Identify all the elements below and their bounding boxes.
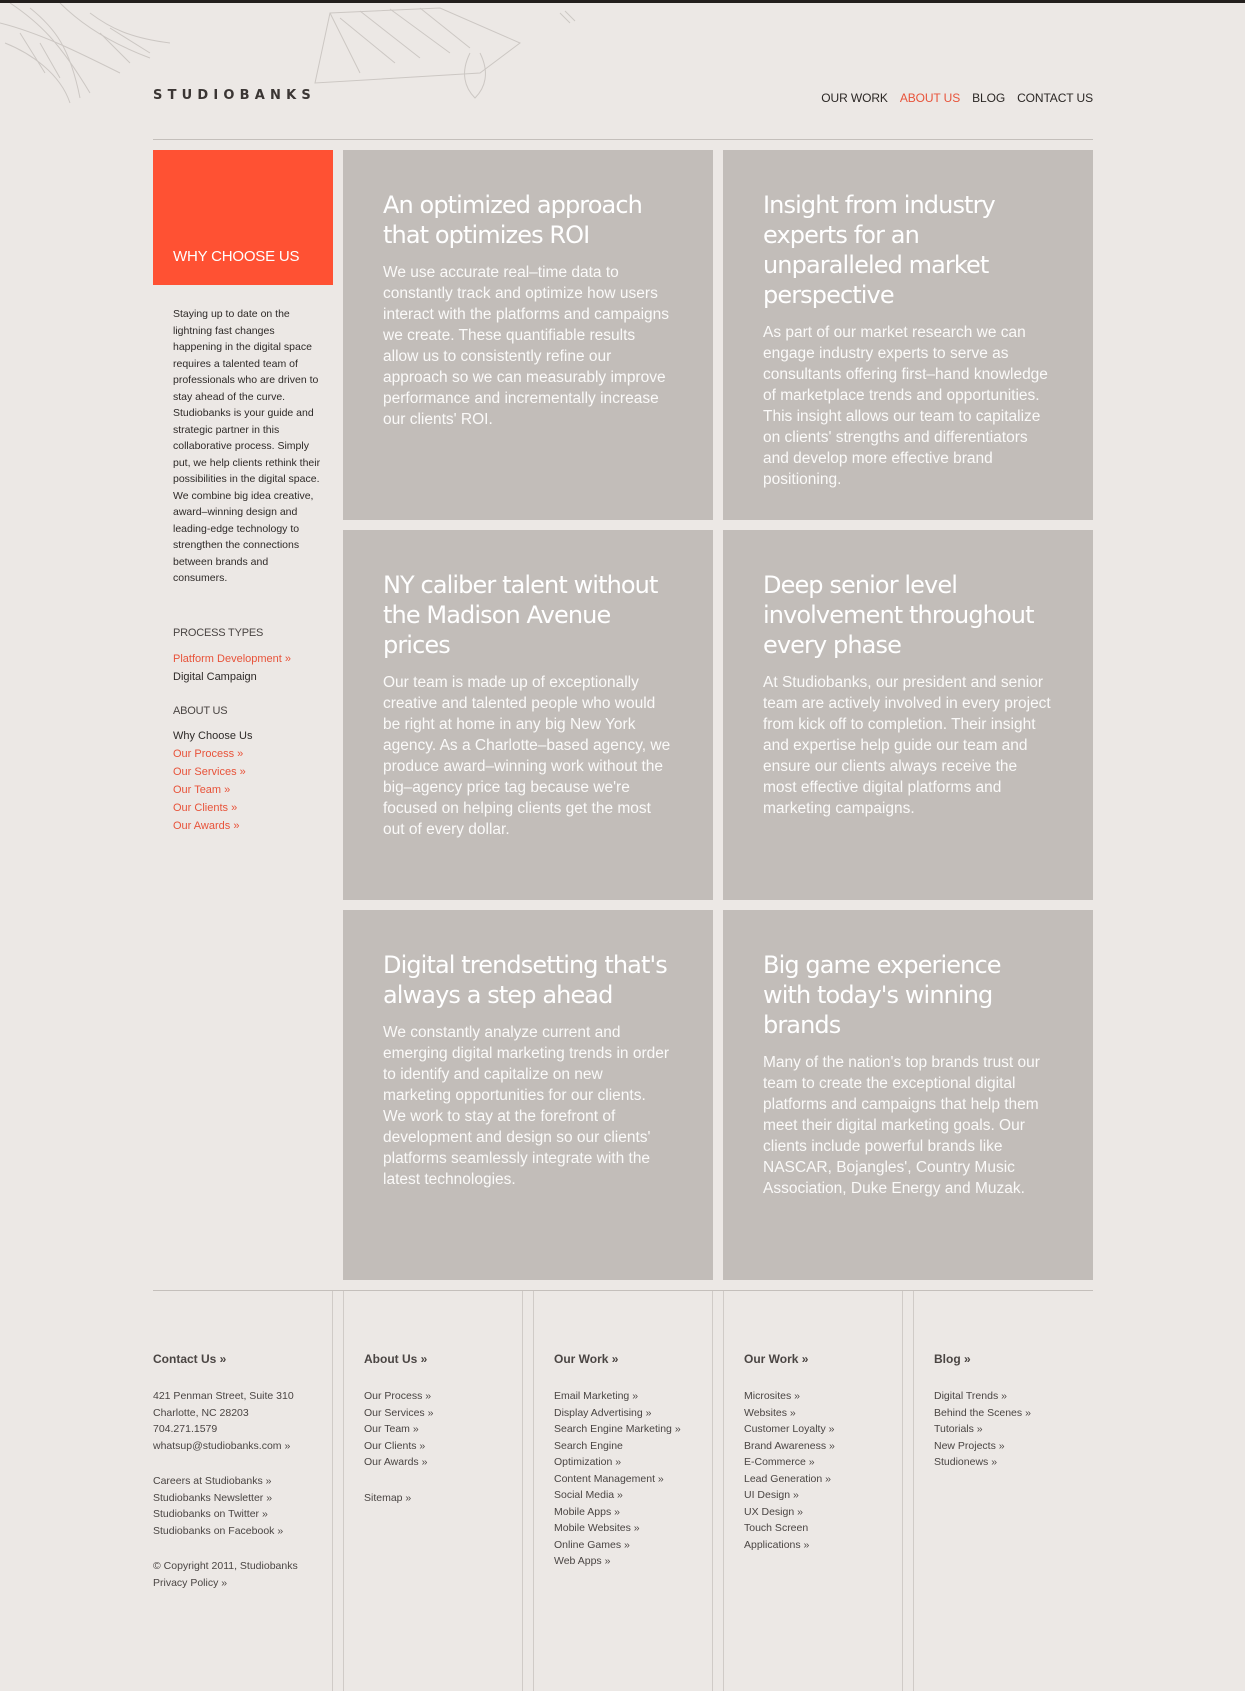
card-body: At Studiobanks, our president and senior team are actively involved in every project from kick off to completion. Their insight and expertise help guide our team and ensure our clients always receive the most effective digital platforms and marketing campaigns.	[763, 674, 1051, 817]
footer-about-heading[interactable]: About Us »	[364, 1352, 428, 1366]
footer-link[interactable]: Email Marketing »	[554, 1390, 639, 1402]
footer-link[interactable]: Lead Generation »	[744, 1472, 831, 1485]
footer-link[interactable]: Search Engine	[554, 1439, 623, 1452]
card-body: Our team is made up of exceptionally creative and talented people who would be right at home in any big New York agency. As a Charlotte–based agency, we produce award–winning work without the big–agency price tag because we're focused on helping clients get the most out of every dollar.	[383, 674, 671, 838]
footer-column-divider	[332, 1291, 333, 1691]
footer-address-line: Charlotte, NC 28203	[153, 1406, 249, 1419]
footer-link[interactable]: E-Commerce »	[744, 1456, 815, 1468]
about-us-heading: ABOUT US	[173, 705, 228, 717]
footer-link[interactable]: Our Awards »	[364, 1456, 428, 1468]
site-logo[interactable]: STUDIOBANKS	[153, 88, 316, 103]
footer-privacy-link[interactable]: Privacy Policy »	[153, 1576, 228, 1589]
why-choose-us-label: WHY CHOOSE US	[173, 248, 300, 265]
footer-work-list	[554, 1388, 724, 1570]
card-body: Many of the nation's top brands trust our team to create the exceptional digital platforms and campaigns that help them meet their digital marketing goals. Our clients include powerful brands like NASCAR, Bojangles', Country Music Association, Duke Energy and Muzak.	[763, 1054, 1040, 1197]
footer-link[interactable]: Microsites »	[744, 1390, 801, 1402]
footer-link-facebook[interactable]: Studiobanks on Facebook »	[153, 1524, 284, 1537]
sidebar-item-our-team[interactable]: Our Team »	[173, 784, 231, 796]
footer-link[interactable]: Search Engine Marketing »	[554, 1423, 681, 1435]
feature-card	[343, 910, 713, 1280]
footer-link[interactable]: Studionews »	[934, 1456, 998, 1468]
card-title: An optimized approach that optimizes ROI	[383, 191, 642, 249]
footer-link[interactable]: Our Team »	[364, 1423, 419, 1435]
sidebar-item-our-clients[interactable]: Our Clients »	[173, 802, 238, 814]
footer-link-twitter[interactable]: Studiobanks on Twitter »	[153, 1508, 268, 1520]
footer-contact-heading[interactable]: Contact Us »	[153, 1352, 227, 1366]
card-body: As part of our market research we can engage industry experts to serve as consultants offering first–hand knowledge of marketplace trends and opportunities. This insight allows our team to capitalize on clients' strengths and differentiators and develop more effective brand positioning.	[763, 324, 1048, 488]
card-body: We use accurate real–time data to constantly track and optimize how users interact with the platforms and campaigns we create. These quantifiable results allow us to consistently refine our approach so we can measurably improve performance and incrementally increase our clients' ROI.	[383, 264, 670, 428]
sidebar-item-our-process[interactable]: Our Process »	[173, 748, 244, 760]
footer-link[interactable]: Our Clients »	[364, 1439, 426, 1452]
sidebar-intro: Staying up to date on the lightning fast changes happening in the digital space requires a talented team of professionals who are driven to stay ahead of the curve. Studiobanks is your guide and strategic partner in this collaborative process. Simply put, we help clients rethink their possibilities in the digital space. We combine big idea creative, award–winning design and leading-edge technology to strengthen the connections between brands and consumers.	[173, 308, 321, 584]
footer-link[interactable]: New Projects »	[934, 1439, 1005, 1452]
footer-link[interactable]: Social Media »	[554, 1489, 623, 1501]
footer-divider	[153, 1290, 1093, 1291]
footer-link[interactable]: Optimization »	[554, 1456, 622, 1468]
footer-link[interactable]: UX Design »	[744, 1505, 803, 1518]
footer-link[interactable]: Behind the Scenes »	[934, 1406, 1031, 1419]
footer-link[interactable]: Our Process »	[364, 1390, 432, 1402]
footer-work-column-2	[744, 1352, 914, 1553]
footer-link[interactable]: Mobile Websites »	[554, 1522, 640, 1534]
footer-blog-column	[934, 1352, 1104, 1471]
nav-about-us[interactable]: ABOUT US	[899, 91, 961, 105]
spacer	[153, 1539, 323, 1558]
footer-link[interactable]: Tutorials »	[934, 1423, 983, 1435]
nav-blog[interactable]: BLOG	[972, 91, 1006, 105]
nav-our-work[interactable]: OUR WORK	[821, 91, 888, 105]
footer-link[interactable]: Brand Awareness »	[744, 1439, 835, 1452]
footer-link[interactable]: Touch Screen	[744, 1522, 809, 1534]
footer-about-list	[364, 1388, 534, 1506]
sidebar-item-digital-campaign[interactable]: Digital Campaign	[173, 671, 257, 683]
footer-about-column	[364, 1352, 534, 1506]
footer-link[interactable]: Display Advertising »	[554, 1406, 652, 1419]
feature-card	[723, 150, 1093, 520]
footer-link[interactable]: UI Design »	[744, 1489, 799, 1501]
main-nav	[821, 91, 1093, 105]
process-types-heading: PROCESS TYPES	[173, 627, 264, 639]
card-title: Digital trendsetting that's always a step ahead	[383, 951, 667, 1009]
spacer	[364, 1471, 534, 1490]
card-body: We constantly analyze current and emerging digital marketing trends in order to identify and capitalize on new marketing opportunities for our clients. We work to stay at the forefront of development and design so our clients' platforms seamlessly integrate with the latest technologies.	[383, 1024, 670, 1188]
footer-link[interactable]: Mobile Apps »	[554, 1505, 620, 1518]
footer-blog-heading[interactable]: Blog »	[934, 1352, 971, 1366]
card-title: Deep senior level involvement throughout every phase	[763, 571, 1034, 659]
footer-link[interactable]: Customer Loyalty »	[744, 1423, 835, 1435]
sidebar-item-why-choose-us[interactable]: Why Choose Us	[173, 730, 253, 742]
footer-sitemap-link[interactable]: Sitemap »	[364, 1491, 412, 1504]
feature-card	[343, 530, 713, 900]
footer-work-column	[554, 1352, 724, 1570]
sidebar-item-our-awards[interactable]: Our Awards »	[173, 820, 240, 832]
feature-card	[723, 530, 1093, 900]
footer-work-heading[interactable]: Our Work »	[554, 1352, 619, 1366]
feature-card	[343, 150, 713, 520]
process-types-list	[173, 650, 291, 686]
footer-link[interactable]: Our Services »	[364, 1406, 434, 1419]
card-title: NY caliber talent without the Madison Avenue prices	[383, 571, 658, 659]
footer-phone: 704.271.1579	[153, 1423, 218, 1435]
footer-link[interactable]: Websites »	[744, 1406, 796, 1419]
footer-work-heading[interactable]: Our Work »	[744, 1352, 809, 1366]
footer-link[interactable]: Online Games »	[554, 1538, 630, 1551]
footer-blog-list	[934, 1388, 1104, 1471]
card-title: Insight from industry experts for an unparalleled market perspective	[763, 191, 995, 309]
sidebar-item-platform-development[interactable]: Platform Development »	[173, 653, 291, 665]
footer-link[interactable]: Applications »	[744, 1538, 810, 1551]
footer-work-list	[744, 1388, 914, 1553]
footer-contact-column	[153, 1352, 323, 1591]
footer-column-divider	[343, 1291, 344, 1691]
footer-address-line: 421 Penman Street, Suite 310	[153, 1390, 294, 1402]
spacer	[153, 1454, 323, 1473]
footer-link[interactable]: Web Apps »	[554, 1555, 611, 1567]
header-divider	[153, 139, 1093, 140]
footer-link-careers[interactable]: Careers at Studiobanks »	[153, 1475, 272, 1487]
footer-copyright: © Copyright 2011, Studiobanks	[153, 1560, 298, 1572]
why-choose-us-hero	[153, 150, 333, 285]
sidebar-item-our-services[interactable]: Our Services »	[173, 766, 246, 778]
nav-contact-us[interactable]: CONTACT US	[1017, 91, 1093, 105]
feature-card	[723, 910, 1093, 1280]
footer-email-link[interactable]: whatsup@studiobanks.com »	[153, 1439, 291, 1452]
card-title: Big game experience with today's winning brands	[763, 951, 1001, 1039]
footer-link-newsletter[interactable]: Studiobanks Newsletter »	[153, 1491, 273, 1504]
about-us-list	[173, 727, 252, 835]
footer-link[interactable]: Content Management »	[554, 1472, 664, 1485]
footer-link[interactable]: Digital Trends »	[934, 1390, 1007, 1402]
footer-address	[153, 1388, 323, 1591]
